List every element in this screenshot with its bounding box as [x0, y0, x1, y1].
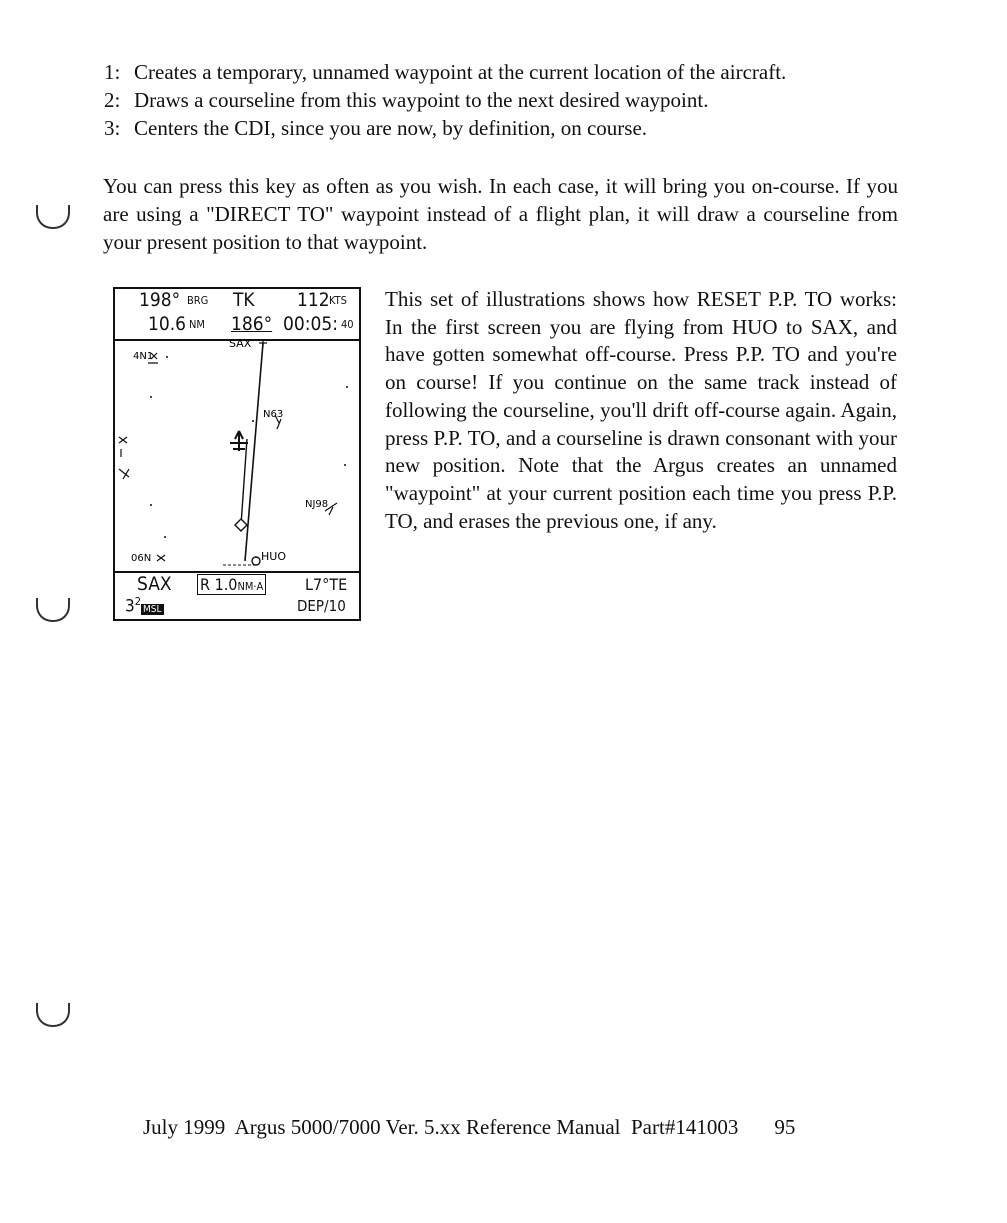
active-waypoint: SAX [137, 573, 172, 595]
cdi-unit: NM·A [237, 580, 264, 593]
list-item [104, 58, 924, 86]
numbered-list [104, 58, 924, 142]
page-number: 95 [774, 1115, 796, 1139]
punch-hole-middle [36, 598, 70, 622]
punch-hole-top [36, 205, 70, 229]
altitude-readout [125, 595, 164, 617]
cdi-value: R 1.0 [200, 575, 238, 594]
gps-footer [115, 571, 359, 619]
intro-paragraph: You can press this key as often as you wish. In each case, it will bring you on-course. If you are using a "DIRECT TO" waypoint instead of a flight plan, it will draw a courseline from your present position to that waypoint. [103, 174, 898, 254]
courseline [245, 343, 263, 561]
list-text: Draws a courseline from this waypoint to the next desired waypoint. [134, 88, 709, 112]
map-label-nj98: NJ98 [305, 499, 329, 510]
footer-text: July 1999 Argus 5000/7000 Ver. 5.xx Reference Manual Part#141003 [143, 1115, 739, 1139]
airport-icon [157, 555, 165, 561]
altitude-value: 3 [125, 596, 135, 617]
distance-label: NM [189, 318, 205, 331]
gps-header [115, 289, 359, 341]
cdi-indicator [197, 575, 266, 594]
msl-badge: MSL [143, 603, 162, 615]
list-text: Creates a temporary, unnamed waypoint at the current location of the aircraft. [134, 60, 787, 84]
aircraft-icon [230, 431, 248, 451]
temporary-waypoint-icon [235, 519, 247, 531]
list-number: 3: [104, 116, 121, 140]
map-label-huo: HUO [261, 550, 286, 563]
list-text: Centers the CDI, since you are now, by definition, on course. [134, 116, 648, 140]
page-footer [143, 1115, 903, 1140]
map-label-n63: N63 [263, 409, 284, 420]
sax-waypoint-icon [259, 339, 267, 347]
map-label-sax: SAX [229, 339, 252, 350]
time-value: 00:05: [283, 313, 339, 335]
punch-hole-bottom [36, 1003, 70, 1027]
speed-label: KTS [329, 294, 347, 307]
distance-value: 10.6 [148, 313, 187, 335]
list-item [104, 114, 924, 142]
illustration-description: This set of illustrations shows how RESET P.P. TO works: In the first screen you are flying from HUO to SAX, and have gotten somewhat off-course. Press P.P. TO and you're on course! If you continue on the same track instead of following the courseline, you'll drift off-course again. Again, press P.P. TO, and a courseline is drawn consonant with your new position. Note that the Argus creates an unnamed "waypoint" at your current position each time you press P.P. TO, and erases the previous one, if any. [385, 287, 897, 533]
track-value: 186° [231, 313, 273, 335]
bearing-label: BRG [187, 294, 209, 307]
moving-map [115, 339, 359, 571]
airport-icon [119, 437, 129, 479]
altitude-superscript: 2 [134, 595, 142, 608]
huo-waypoint-icon [223, 557, 260, 565]
map-label-06n: 06N [131, 553, 152, 564]
temperature-readout: L7°TE [305, 575, 348, 594]
bearing-value: 198° [139, 289, 181, 311]
list-number: 2: [104, 88, 121, 112]
track-label: TK [233, 289, 255, 311]
map-label-4n1: 4N1 [133, 351, 154, 362]
departure-readout: DEP/10 [297, 597, 346, 615]
track-line [241, 439, 247, 525]
time-seconds: 40 [341, 318, 354, 331]
speed-value: 112 [297, 289, 330, 311]
list-item [104, 86, 924, 114]
list-number: 1: [104, 60, 121, 84]
gps-screen-illustration [113, 287, 361, 621]
